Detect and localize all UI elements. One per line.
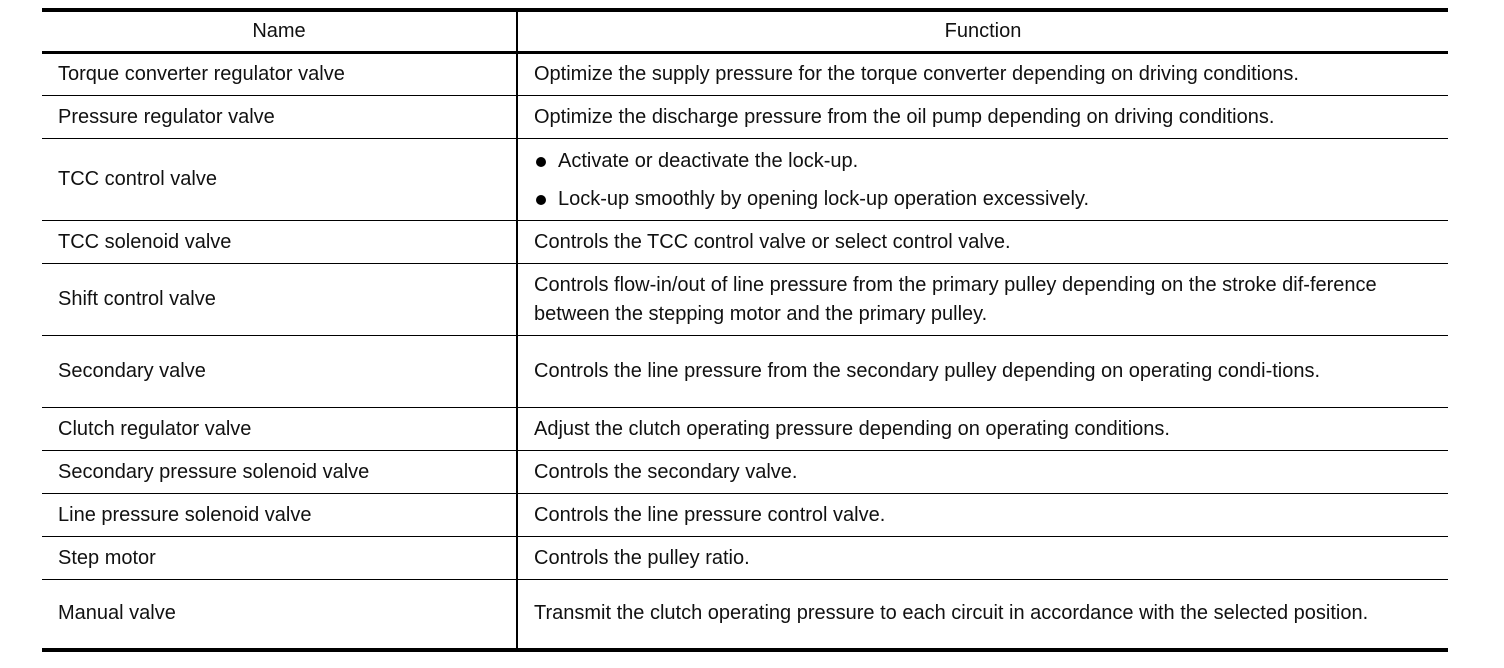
- valve-name-cell: Step motor: [42, 537, 517, 580]
- table-row: [42, 264, 1448, 336]
- bullet-icon: [536, 157, 546, 167]
- valve-function-cell: Controls the line pressure control valve.: [517, 494, 1448, 537]
- valve-name-cell: Torque converter regulator valve: [42, 53, 517, 96]
- table-row: [42, 53, 1448, 96]
- valve-function-cell: Controls the secondary valve.: [517, 451, 1448, 494]
- valve-function-cell: Controls the pulley ratio.: [517, 537, 1448, 580]
- function-bullet-text: Lock-up smoothly by opening lock-up operation excessively.: [558, 187, 1090, 210]
- valve-function-cell: Optimize the supply pressure for the torque converter depending on driving conditions.: [534, 63, 1299, 85]
- valve-name-cell: Secondary valve: [42, 336, 517, 408]
- valve-name-cell: Line pressure solenoid valve: [42, 494, 517, 537]
- table-row: [42, 336, 1448, 408]
- column-header-function: Function: [517, 10, 1448, 53]
- valve-name-cell: Clutch regulator valve: [42, 408, 517, 451]
- column-header-name: Name: [42, 10, 517, 53]
- table-row: [42, 537, 1448, 580]
- valve-name-cell: TCC control valve: [42, 139, 517, 221]
- valve-function-table: [42, 8, 1448, 652]
- valve-function-cell: Optimize the discharge pressure from the oil pump depending on driving conditions.: [517, 96, 1448, 139]
- table-header-row: [42, 10, 1448, 53]
- table-row: [42, 494, 1448, 537]
- valve-name-cell: TCC solenoid valve: [42, 221, 517, 264]
- function-bullet-item: [534, 142, 1434, 180]
- valve-name-cell: Secondary pressure solenoid valve: [42, 451, 517, 494]
- function-bullet-text: Activate or deactivate the lock-up.: [558, 149, 859, 172]
- valve-name-cell: Shift control valve: [42, 264, 517, 336]
- valve-name-cell: Pressure regulator valve: [42, 96, 517, 139]
- function-bullet-list: [534, 142, 1434, 218]
- valve-function-cell: Adjust the clutch operating pressure depending on operating conditions.: [517, 408, 1448, 451]
- table-row: [42, 139, 1448, 221]
- valve-function-cell: Transmit the clutch operating pressure to each circuit in accordance with the selected position.: [517, 580, 1448, 650]
- table-row: [42, 221, 1448, 264]
- table-row: [42, 408, 1448, 451]
- bullet-icon: [536, 195, 546, 205]
- valve-name-cell: Manual valve: [42, 580, 517, 650]
- valve-function-cell: [517, 139, 1448, 221]
- table-row: [42, 96, 1448, 139]
- valve-function-cell: Controls the line pressure from the secondary pulley depending on operating condi-tions.: [517, 336, 1448, 408]
- function-bullet-item: [534, 180, 1434, 218]
- table-row: [42, 451, 1448, 494]
- valve-function-cell: Controls flow-in/out of line pressure from the primary pulley depending on the stroke dif-ference between the stepping motor and the primary pulley.: [517, 264, 1448, 336]
- valve-function-cell: Controls the TCC control valve or select control valve.: [517, 221, 1448, 264]
- table-row: [42, 580, 1448, 650]
